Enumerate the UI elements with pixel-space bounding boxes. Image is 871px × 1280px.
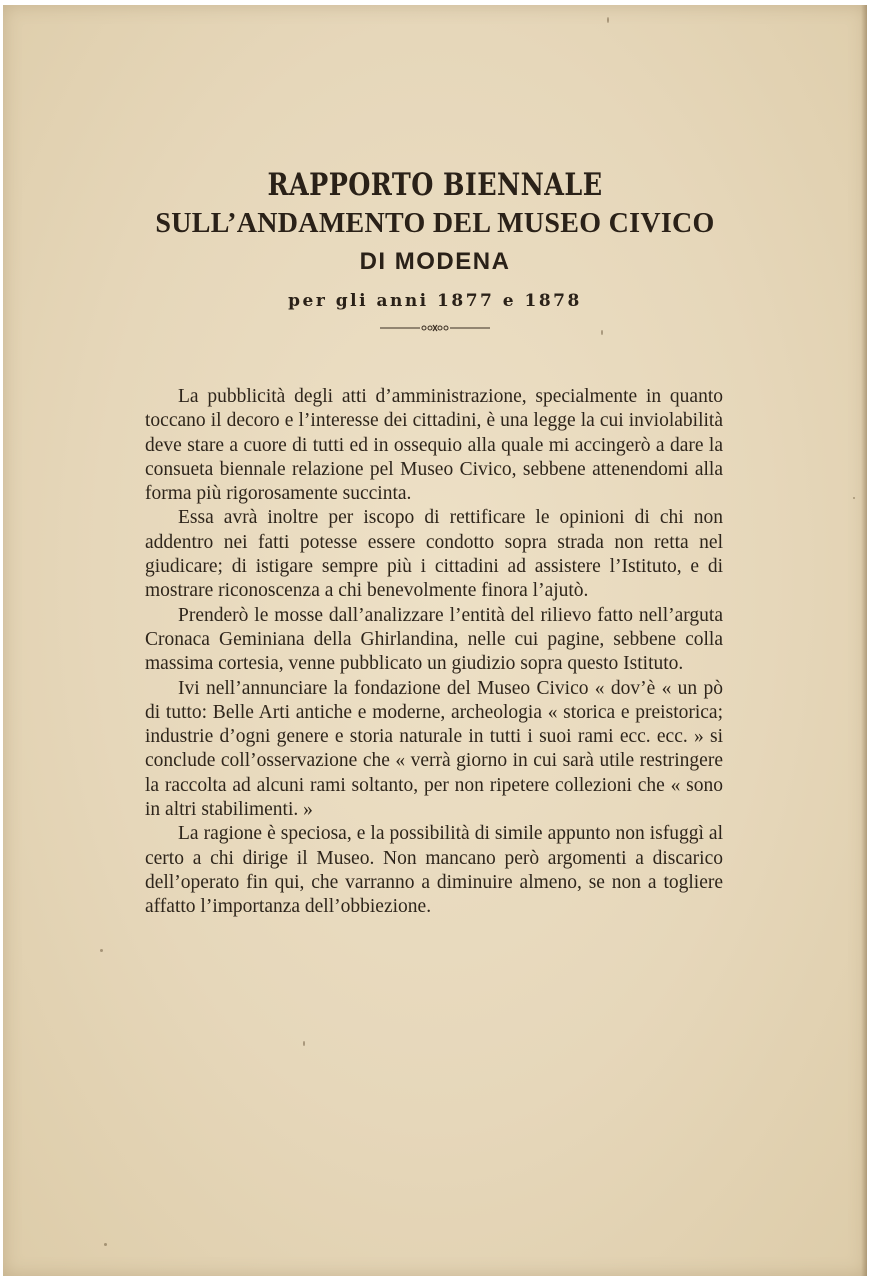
paper-speck: [100, 949, 103, 952]
body-text: [145, 385, 723, 920]
paragraph-4: Ivi nell’annunciare la fondazione del Museo Civico « dov’è « un pò di tutto: Belle Arti antiche e moderne, archeologia « storica e preistorica; industrie d’ogni genere e storia naturale in tutti i suoi rami ecc. ecc. » si conclude coll’osservazione che « verrà giorno in cui sarà utile restringere la raccolta ad alcuni rami soltanto, per non ripetere collezioni che « sono in altri stabilimenti. »: [145, 677, 723, 821]
paragraph-1: La pubblicità degli atti d’amministrazione, specialmente in quanto toccano il decoro e l’interesse dei cittadini, è una legge la cui inviolabilità deve stare a cuore di tutti ed in ossequio alla quale mi accingerò a dare la consueta biennale relazione pel Museo Civico, sebbene attenendomi alla forma più rigorosamente succinta.: [145, 386, 723, 505]
title-block: [3, 165, 867, 333]
document-subtitle: SULL’ANDAMENTO DEL MUSEO CIVICO: [155, 208, 715, 239]
scanned-page: [3, 5, 867, 1276]
paragraph-3: Prenderò le mosse dall’analizzare l’entità del rilievo fatto nell’arguta Cronaca Geminiana della Ghirlandina, nelle cui pagine, sebbene colla massima cortesia, venne pubblicato un giudizio sopra questo Istituto.: [145, 604, 723, 675]
paper-speck: [853, 497, 855, 499]
document-city: DI MODENA: [359, 248, 511, 275]
document-years: per gli anni 1877 e 1878: [288, 291, 582, 311]
title-ornament-icon: [380, 323, 490, 333]
paper-speck: [303, 1041, 305, 1046]
paper-speck: [607, 17, 609, 23]
paper-speck: [601, 330, 603, 335]
paper-speck: [104, 1243, 107, 1246]
document-title: RAPPORTO BIENNALE: [267, 167, 603, 203]
paragraph-2: Essa avrà inoltre per iscopo di rettificare le opinioni di chi non addentro nei fatti potesse essere condotto sopra strada non retta nel giudicare; di istigare sempre più i cittadini ad assistere l’Istituto, e di mostrare riconoscenza a chi benevolmente finora l’ajutò.: [145, 507, 723, 602]
paragraph-5: La ragione è speciosa, e la possibilità di simile appunto non isfuggì al certo a chi dirige il Museo. Non mancano però argomenti a discarico dell’operato fin qui, che varranno a diminuire almeno, se non a togliere affatto l’importanza dell’obbiezione.: [145, 823, 723, 918]
